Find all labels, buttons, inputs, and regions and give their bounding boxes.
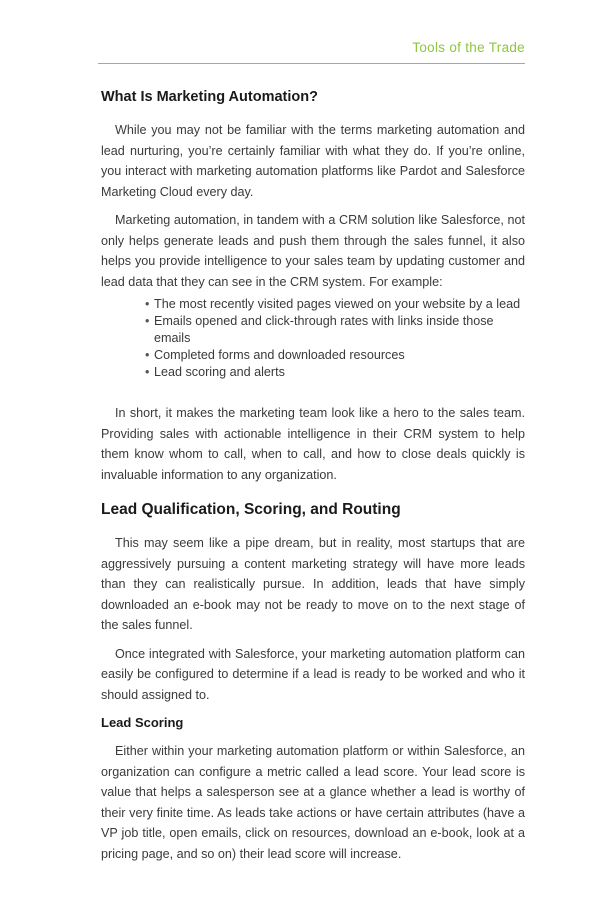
running-header-title: Tools of the Trade xyxy=(412,40,525,55)
heading-lead-scoring: Lead Scoring xyxy=(101,715,184,730)
list-item: • The most recently visited pages viewed on your website by a lead xyxy=(145,296,525,313)
bullet-list xyxy=(101,296,525,381)
paragraph: Once integrated with Salesforce, your marketing automation platform can easily be configured to determine if a lead is ready to be worked and who it should assigned to. xyxy=(101,646,525,702)
page-body xyxy=(101,86,525,864)
list-item: • Lead scoring and alerts xyxy=(145,364,525,381)
heading-marketing-automation: What Is Marketing Automation? xyxy=(101,89,318,105)
paragraph: While you may not be familiar with the terms marketing automation and lead nurturing, you’re certainly familiar with what they do. If you’re online, you interact with marketing automation platforms like Pardot and Salesforce Marketing Cloud every day. xyxy=(101,123,525,199)
list-item: • Emails opened and click-through rates with links inside those emails xyxy=(145,313,525,347)
heading-lead-qualification: Lead Qualification, Scoring, and Routing xyxy=(101,501,401,518)
paragraph: This may seem like a pipe dream, but in reality, most startups that are aggressively pursuing a content marketing strategy will have more leads than they can realistically pursue. In addition, leads that have simply downloaded an e-book may not be ready to move on to the next stage of the sales funnel. xyxy=(101,536,525,632)
list-item: • Completed forms and downloaded resources xyxy=(145,347,525,364)
paragraph: In short, it makes the marketing team look like a hero to the sales team. Providing sales with actionable intelligence in their CRM system to help them know whom to call, when to call, and how to close deals quickly is invaluable information to any organization. xyxy=(101,406,525,482)
paragraph: Marketing automation, in tandem with a CRM solution like Salesforce, not only helps generate leads and push them through the sales funnel, it also helps you provide intelligence to your sales team by updating customer and lead data that they can see in the CRM system. For example: xyxy=(101,213,525,289)
paragraph: Either within your marketing automation platform or within Salesforce, an organization can configure a metric called a lead score. Your lead score is value that helps a salesperson see at a glance whether a lead is worthy of their very finite time. As leads take actions or have certain attributes (have a VP job title, open emails, click on resources, download an e-book, look at a pricing page, and so on) their lead score will increase. xyxy=(101,744,525,861)
header-rule xyxy=(98,63,525,64)
